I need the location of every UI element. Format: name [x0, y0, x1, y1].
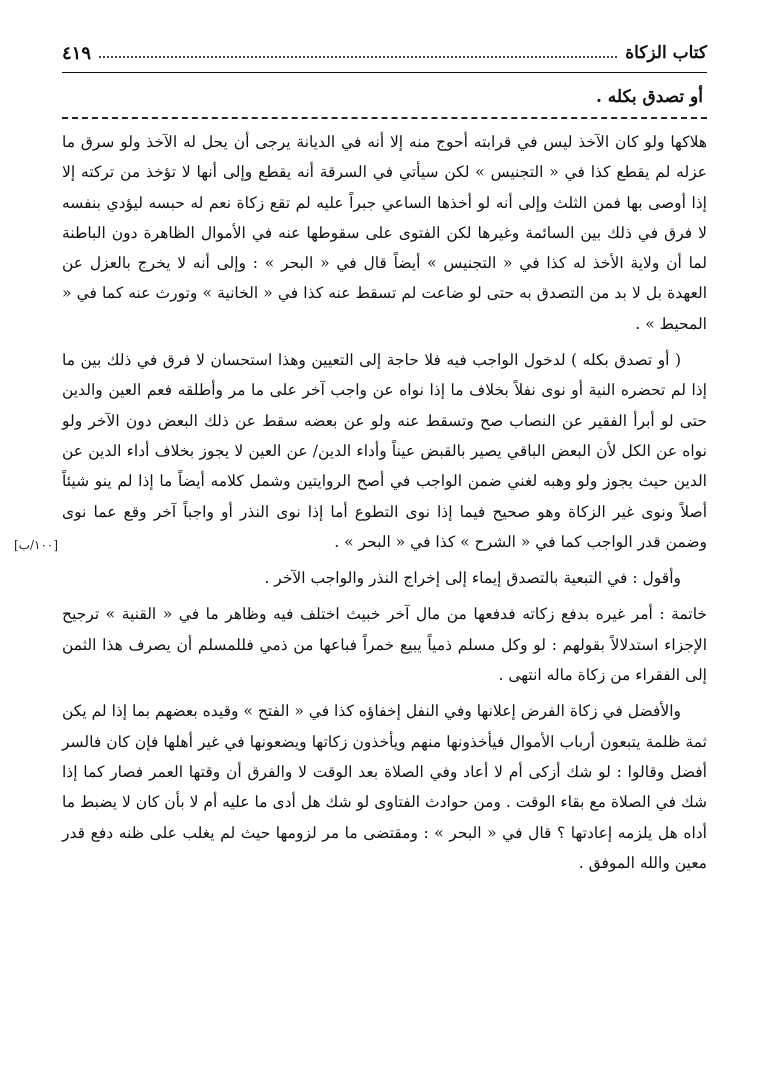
commentary-paragraph-5: والأفضل في زكاة الفرض إعلانها وفي النفل إخفاؤه كذا في « الفتح » وقيده بعضهم بما إذا لم يكن ثمة ظلمة يتبعون أرباب الأموال فيأخذونها منهم ويأخذون زكاتها ويضعونها في غير أهلها فإن كان فالسر أفضل وقالوا : لو شك أزكى أم لا أعاد وفي الصلاة بعد الوقت لا والفرق أن وقتها العمر فصار كما إذا شك في الصلاة مع بقاء الوقت . ومن حوادث الفتاوى لو شك هل أدى ما عليه أم لا بأن كان لا يضبط ما أداه هل يلزمه إعادتها ؟ قال في « البحر » : ومقتضى ما مر لزومها حيث لم يغلب على ظنه دفع قدر معين والله الموفق . — [62, 702, 707, 872]
commentary-paragraph-3: وأقول : في التبعية بالتصدق إيماء إلى إخراج النذر والواجب الآخر . — [264, 569, 681, 588]
header-dotted-leader — [99, 56, 617, 58]
page-number: ٤١٩ — [62, 42, 92, 64]
page-header — [62, 38, 707, 73]
commentary-paragraph-1: هلاكها ولو كان الآخذ ليس في قرابته أحوج منه إلا أنه في الديانة يرجى أن يحل له الآخذ ولو سرق ما عزله لم يقطع كذا في « التجنيس » لكن سيأتي في السرقة أنه يقطع وإلى أنها لا تؤخذ من تركته إلا إذا أوصى بها فمن الثلث وإلى أنه لو أخذها الساعي جبراً عليه لم تقع زكاة نعم له حبسه ليؤدي بنفسه لا فرق في ذلك بين السائمة وغيرها لكن الفتوى على سقوطها عنه في الأموال الظاهرة دون الباطنة لما أن ولاية الأخذ له كذا في « التجنيس » أيضاً قال في « البحر » : وإلى أنه لا يخرج بالعزل عن العهدة بل لا بد من التصدق به حتى لو ضاعت لم تسقط عنه كذا في « الخانية » وتورث عنه كما في « المحيط » . — [62, 133, 707, 333]
commentary-paragraph-2: ( أو تصدق بكله ) لدخول الواجب فيه فلا حاجة إلى التعيين وهذا استحسان لا فرق في ذلك بين ما إذا لم تحضره النية أو نوى نفلاً بخلاف ما إذا نواه عن واجب آخر على ما مر وأطلقه فعم العين والدين حتى لو أبرأ الفقير عن النصاب صح وتسقط عنه ولو عن بعضه سقط عن ذلك البعض دون الآخر ولو نواه عن الكل لأن البعض الباقي يصير بالقبض عيناً وأداء الدين/ عن العين لا يجوز بخلاف أداء الدين عن الدين حيث يجوز ولو وهبه لغني ضمن الواجب في أصح الروايتين وشمل كلامه أيضاً ما إذا لم ينو شيئاً أصلاً ونوى غير الزكاة وهو صحيح فيما إذا نوى التطوع أما إذا نوى النذر أو واجباً آخر وقع عما نوى وضمن قدر الواجب كما في « الشرح » كذا في « البحر » . — [62, 351, 708, 551]
matn-heading: أو تصدق بكله . — [595, 87, 703, 107]
running-title: كتاب الزكاة — [625, 43, 707, 63]
commentary-paragraph-khatima: خاتمة : أمر غيره بدفع زكاته فدفعها من مال آخر خبيث اختلف فيه وظاهر ما في « القنية » ترجيح الإجزاء استدلالاً بقولهم : لو وكل مسلم ذمياً يبيع خمراً فباعها من ذمي فللمسلم أن يصرف هذا الثمن إلى الفقراء من زكاة ماله انتهى . — [62, 605, 707, 685]
manuscript-folio-marker: [١٠٠/ب] — [14, 538, 59, 552]
dashed-separator — [62, 117, 707, 119]
